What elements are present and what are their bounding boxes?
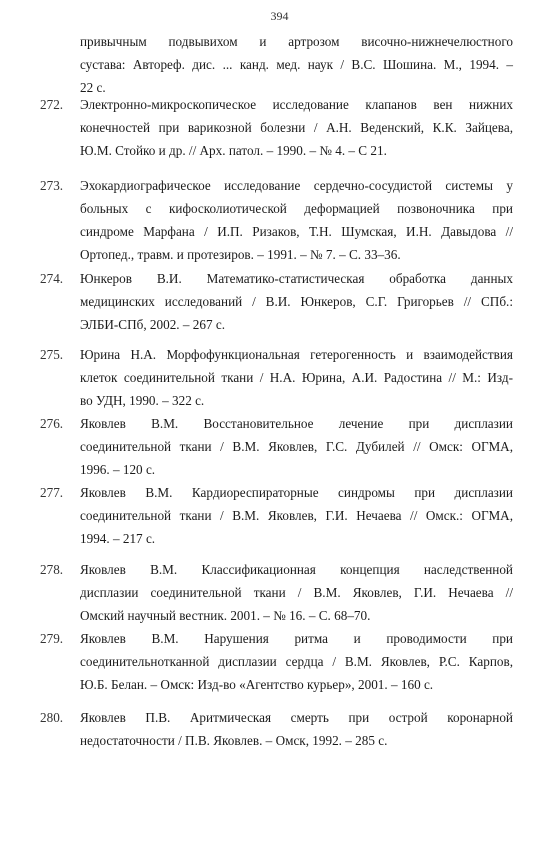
- entry-line: больных с кифосколиотической деформацией позвоночника при: [80, 201, 513, 216]
- entry-line: 1994. – 217 с.: [80, 531, 156, 546]
- entry-line: медицинских исследований / В.И. Юнкеров, С.Г. Григорьев // СПб.:: [80, 294, 513, 309]
- entry-number: 278.: [40, 562, 64, 577]
- entry-number: 272.: [40, 97, 64, 112]
- entry-line: Яковлев В.М. Нарушения ритма и проводимости при: [80, 631, 513, 646]
- entry-line: соединительной ткани / В.М. Яковлев, Г.С. Дубилей // Омск: ОГМА,: [80, 439, 513, 454]
- entry-line: Яковлев В.М. Классификационная концепция наследственной: [80, 562, 513, 577]
- entry-number: 279.: [40, 631, 64, 646]
- entry-line: 22 с.: [80, 80, 106, 95]
- entry-line: Яковлев П.В. Аритмическая смерть при острой коронарной: [80, 710, 513, 725]
- entry-line: соединительной ткани / В.М. Яковлев, Г.И. Нечаева // Омск.: ОГМА,: [80, 508, 513, 523]
- entry-line: Юрина Н.А. Морфофункциональная гетерогенность и взаимодействия: [80, 347, 513, 362]
- entry-line: привычным подвывихом и артрозом височно-нижнечелюстного: [80, 34, 513, 49]
- entry-line: сустава: Автореф. дис. ... канд. мед. наук / В.С. Шошина. М., 1994. –: [80, 57, 513, 72]
- entry-line: клеток соединительной ткани / Н.А. Юрина, А.И. Радостина // М.: Изд-: [80, 370, 513, 385]
- entry-line: Ю.Б. Белан. – Омск: Изд-во «Агентство курьер», 2001. – 160 с.: [80, 677, 434, 692]
- entry-line: Яковлев В.М. Кардиореспираторные синдромы при дисплазии: [80, 485, 513, 500]
- entry-line: Ю.М. Стойко и др. // Арх. патол. – 1990. – № 4. – С 21.: [80, 143, 387, 158]
- entry-line: ЭЛБИ-СПб, 2002. – 267 с.: [80, 317, 226, 332]
- entry-line: синдроме Марфана / И.П. Ризаков, Т.Н. Шумская, И.Н. Давыдова //: [80, 224, 513, 239]
- entry-line: 1996. – 120 с.: [80, 462, 156, 477]
- entry-number: 273.: [40, 178, 64, 193]
- entry-line: Эхокардиографическое исследование сердечно-сосудистой системы у: [80, 178, 513, 193]
- entry-line: во УДН, 1990. – 322 с.: [80, 393, 205, 408]
- page-number: 394: [270, 9, 289, 23]
- entry-number: 275.: [40, 347, 64, 362]
- entry-line: Юнкеров В.И. Математико-статистическая обработка данных: [80, 271, 513, 286]
- entry-number: 277.: [40, 485, 64, 500]
- entry-number: 280.: [40, 710, 64, 725]
- entry-line: конечностей при варикозной болезни / А.Н. Веденский, К.К. Зайцева,: [80, 120, 513, 135]
- entry-line: дисплазии соединительной ткани / В.М. Яковлев, Г.И. Нечаева //: [80, 585, 513, 600]
- entry-line: Яковлев В.М. Восстановительное лечение при дисплазии: [80, 416, 513, 431]
- entry-number: 274.: [40, 271, 64, 286]
- entry-line: Ортопед., травм. и протезиров. – 1991. – № 7. – С. 33–36.: [80, 247, 401, 262]
- entry-number: 276.: [40, 416, 64, 431]
- entry-line: Электронно-микроскопическое исследование клапанов вен нижних: [80, 97, 513, 112]
- entry-line: недостаточности / П.В. Яковлев. – Омск, 1992. – 285 с.: [80, 733, 388, 748]
- entry-line: Омский научный вестник. 2001. – № 16. – С. 68–70.: [80, 608, 371, 623]
- entry-line: соединительнотканной дисплазии сердца / В.М. Яковлев, Р.С. Карпов,: [80, 654, 513, 669]
